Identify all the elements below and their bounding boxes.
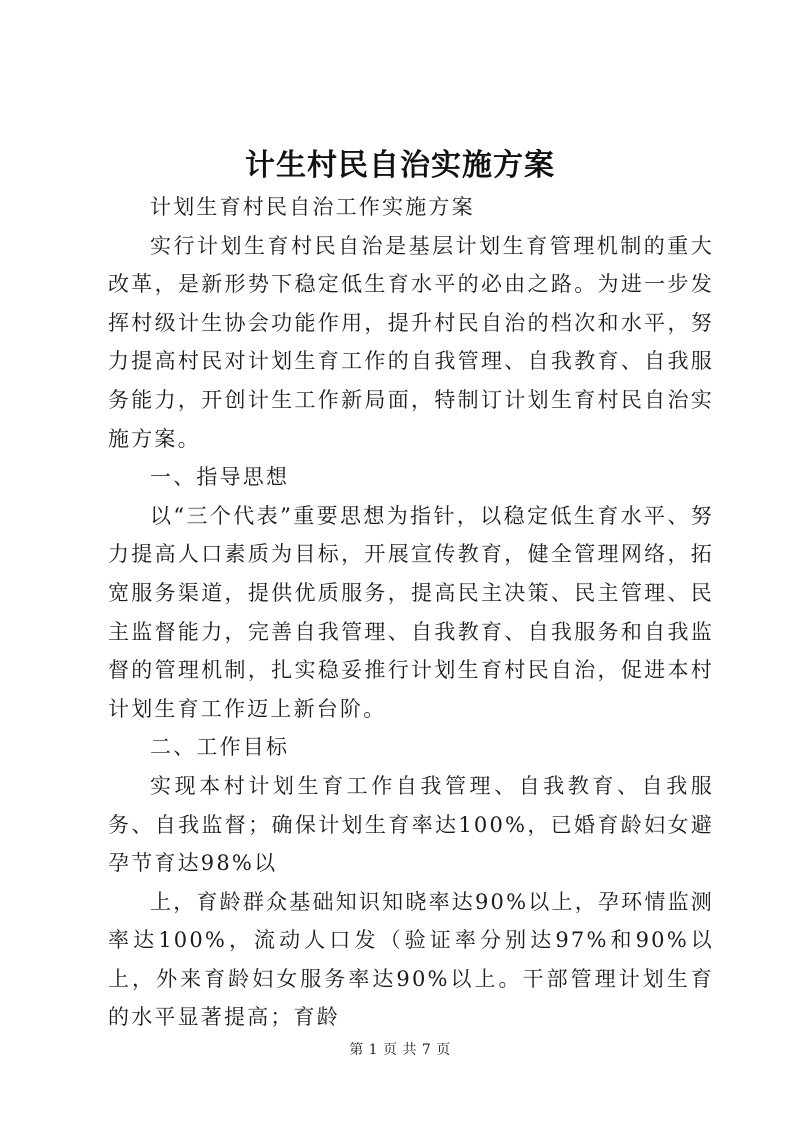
intro-paragraph: 实行计划生育村民自治是基层计划生育管理机制的重大改革，是新形势下稳定低生育水平的必由之路。为进一步发挥村级计生协会功能作用，提升村民自治的档次和水平，努力提高村民对计划生育工作的自我管理、自我教育、自我服务能力，开创计生工作新局面，特制订计划生育村民自治实施方案。 [108, 233, 714, 451]
work-goals-continued-paragraph: 上，育龄群众基础知识知晓率达90%以上，孕环情监测率达100%，流动人口发（验证率分别达97%和90%以上，外来育龄妇女服务率达90%以上。干部管理计划生育的水平显著提高；育龄 [108, 889, 714, 1030]
work-goals-paragraph: 实现本村计划生育工作自我管理、自我教育、自我服务、自我监督；确保计划生育率达100%，已婚育龄妇女避孕节育达98%以 [108, 773, 714, 876]
section-heading-work-goals: 二、工作目标 [150, 735, 290, 760]
guiding-ideology-paragraph: 以“三个代表”重要思想为指针，以稳定低生育水平、努力提高人口素质为目标，开展宣传教育，健全管理网络，拓宽服务渠道，提供优质服务，提高民主决策、民主管理、民主监督能力，完善自我管理、自我教育、自我服务和自我监督的管理机制，扎实稳妥推行计划生育村民自治，促进本村计划生育工作迈上新台阶。 [108, 503, 714, 721]
section-heading-guiding-ideology: 一、指导思想 [150, 465, 290, 490]
subtitle-paragraph: 计划生育村民自治工作实施方案 [150, 195, 475, 219]
document-body [108, 188, 714, 1037]
page-footer: 第 1 页 共 7 页 [349, 1042, 451, 1058]
document-title: 计生村民自治实施方案 [245, 148, 555, 183]
